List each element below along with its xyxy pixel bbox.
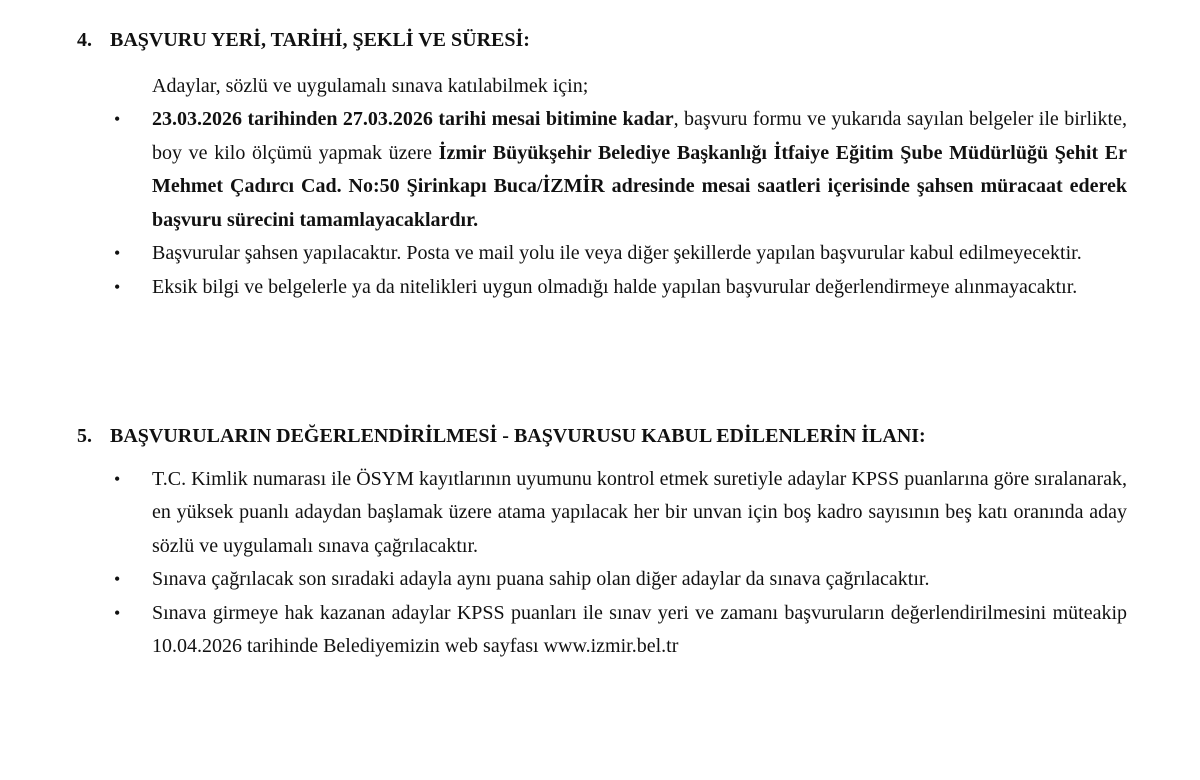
section-heading xyxy=(77,24,1127,58)
bullet-icon: • xyxy=(114,109,121,129)
section-heading xyxy=(77,420,1127,454)
section-intro: Adaylar, sözlü ve uygulamalı sınava katılabilmek için; xyxy=(152,74,589,97)
list-item-text: , başvuru formu ve yukarıda sayılan belgeler ile birlikte, boy ve kilo ölçümü yapmak üzere xyxy=(152,108,1127,164)
bullet-icon: • xyxy=(114,602,121,623)
section-application-place-date xyxy=(77,24,1127,304)
section-evaluation-announcement xyxy=(77,420,1127,664)
application-address: İzmir Büyükşehir Belediye Başkanlığı İtfaiye Eğitim Şube Müdürlüğü Şehit Er Mehmet Çadırcı Cad. No:50 Şirinkapı Buca/İZMİR adresinde mesai saatleri içerisinde şahsen müracaat ederek başvuru sürecini tamamlayacaklardır. xyxy=(152,141,1127,231)
list-item xyxy=(77,463,1127,564)
list-item-text: Eksik bilgi ve belgelerle ya da nitelikleri uygun olmadığı halde yapılan başvurular değerlendirmeye alınmayacaktır. xyxy=(152,275,1078,298)
bullet-icon: • xyxy=(114,468,121,489)
list-item-text: Sınava girmeye hak kazanan adaylar KPSS puanları ile sınav yeri ve zamanı başvuruların değerlendirilmesini müteakip 10.04.2026 tarihinde Belediyemizin web sayfası www.izmir.bel.tr xyxy=(152,601,1127,657)
bullet-icon: • xyxy=(114,276,121,297)
list-item-text: Sınava çağrılacak son sıradaki adayla aynı puana sahip olan diğer adaylar da sınava çağrılacaktır. xyxy=(152,568,930,590)
list-item xyxy=(77,597,1127,664)
bullet-icon: • xyxy=(114,243,121,263)
list-item xyxy=(77,237,1127,271)
bullet-list xyxy=(77,463,1127,664)
section-title: BAŞVURULARIN DEĞERLENDİRİLMESİ - BAŞVURUSU KABUL EDİLENLERİN İLANI: xyxy=(110,425,926,447)
bullet-list xyxy=(77,103,1127,304)
list-item-text: T.C. Kimlik numarası ile ÖSYM kayıtlarının uyumunu kontrol etmek suretiyle adaylar KPSS puanlarına göre sıralanarak, en yüksek puanlı adaydan başlamak üzere atama yapılacak her bir unvan için boş kadro sayısının beş katı oranında aday sözlü ve uygulamalı sınava çağrılacaktır. xyxy=(152,467,1127,557)
list-item-text: Başvurular şahsen yapılacaktır. Posta ve mail yolu ile veya diğer şekillerde yapılan başvurular kabul edilmeyecektir. xyxy=(152,242,1082,264)
bullet-icon: • xyxy=(114,569,121,589)
list-item xyxy=(77,103,1127,237)
section-number: 5. xyxy=(77,425,92,447)
section-title: BAŞVURU YERİ, TARİHİ, ŞEKLİ VE SÜRESİ: xyxy=(110,29,530,51)
list-item xyxy=(77,563,1127,597)
application-dates: 23.03.2026 tarihinden 27.03.2026 tarihi mesai bitimine kadar xyxy=(152,108,674,130)
section-number: 4. xyxy=(77,29,92,51)
list-item xyxy=(77,271,1127,305)
